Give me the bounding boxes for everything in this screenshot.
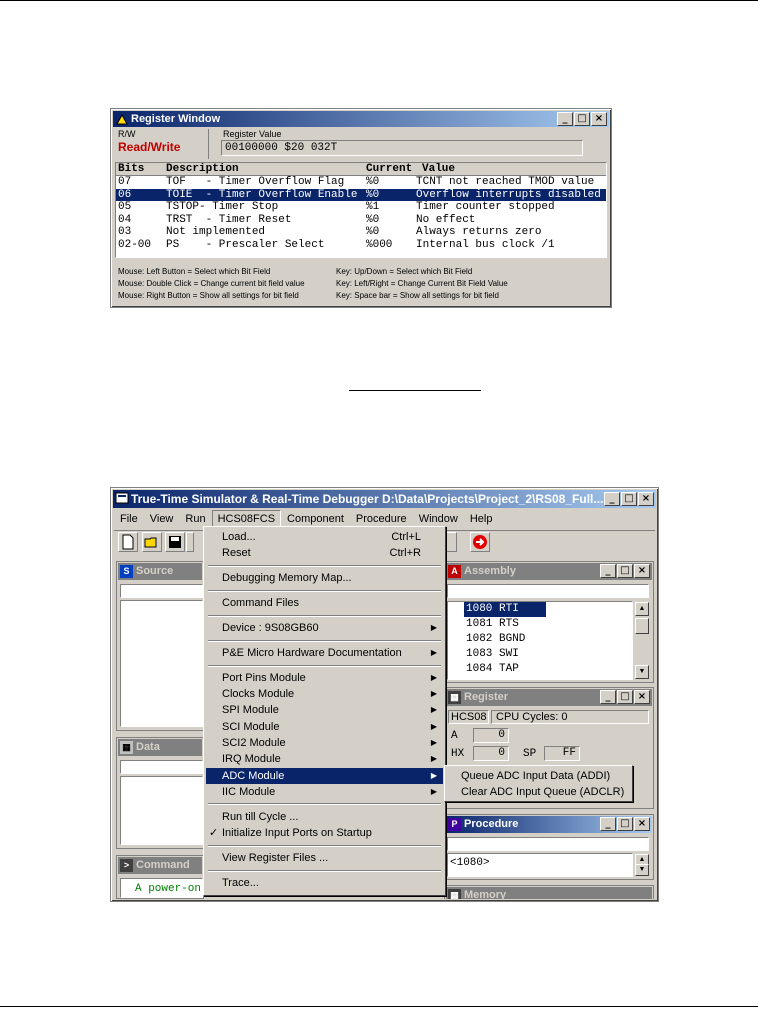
close-button[interactable]: × (638, 492, 654, 506)
menu-item-label: View Register Files ... (222, 852, 329, 864)
bit-row-desc: TOF - Timer Overflow Flag (166, 176, 345, 188)
hcs08fcs-menu (203, 526, 446, 896)
rw-label: R/W (118, 129, 136, 139)
menu-separator (208, 615, 441, 617)
menu-item-run-till-cycle[interactable] (206, 809, 443, 825)
menu-item-port-pins-module[interactable] (206, 670, 443, 686)
bit-row[interactable] (116, 189, 606, 201)
bit-table-header (116, 163, 606, 176)
bit-row-val: No effect (416, 213, 476, 226)
scroll-down-arrow-icon[interactable]: ▼ (635, 864, 649, 876)
submenu-item-clear-adc[interactable]: Clear ADC Input Queue (ADCLR) (461, 786, 625, 798)
menu-file[interactable]: File (120, 513, 138, 525)
submenu-arrow-icon: ▶ (430, 648, 437, 657)
bit-row-cur: %1 (366, 201, 380, 213)
bit-row-desc: TRST - Timer Reset (166, 213, 292, 226)
menu-item-reset[interactable] (206, 545, 443, 561)
source-content[interactable] (120, 600, 203, 727)
menu-separator (208, 565, 441, 567)
memory-icon: ▦ (448, 889, 461, 899)
bit-row-cur: %000 (366, 238, 393, 251)
reg-sp-label: SP (523, 748, 537, 760)
bit-row-val: Internal bus clock /1 (416, 238, 555, 251)
reg-a-label: A (451, 730, 458, 742)
procedure-panel (444, 814, 654, 880)
bit-row-bits: 04 (118, 213, 132, 226)
close-button[interactable]: × (634, 564, 650, 578)
menu-item-load[interactable] (206, 529, 443, 545)
source-status-field (120, 584, 203, 598)
bit-row-bits: 06 (118, 188, 132, 201)
menu-item-label: Run till Cycle ... (222, 811, 299, 823)
assembly-title: Assembly (464, 565, 516, 577)
bit-row-desc: TSTOP- Timer Stop (166, 201, 279, 213)
cpu-label: HCS08 (448, 710, 489, 724)
scroll-up-arrow-icon[interactable]: ▲ (635, 854, 649, 866)
bit-row-val: Always returns zero (416, 226, 542, 238)
bit-row-bits: 05 (118, 201, 132, 213)
menu-item-label: Command Files (222, 597, 300, 609)
header-value: Value (422, 163, 456, 175)
menu-item-device[interactable] (206, 620, 443, 636)
bit-row[interactable] (116, 214, 606, 226)
help-line: Key: Left/Right = Change Current Bit Field Value (336, 279, 508, 288)
menu-item-spi-module[interactable] (206, 702, 443, 718)
bit-row-bits: 03 (118, 226, 132, 238)
bit-row-bits: 07 (118, 176, 132, 188)
menu-item-sci2-module[interactable] (206, 735, 443, 751)
menu-item-irq-module[interactable] (206, 751, 443, 767)
save-icon[interactable] (165, 532, 185, 552)
bit-row[interactable] (116, 239, 606, 251)
menu-item-label: Port Pins Module (222, 672, 306, 684)
menu-item-trace[interactable] (206, 875, 443, 891)
toolbar-icon-partial[interactable] (186, 532, 194, 552)
menu-window[interactable]: Window (418, 513, 458, 525)
procedure-icon: P (448, 818, 461, 831)
debugger-titlebar[interactable] (113, 490, 656, 508)
assembly-listing[interactable] (447, 601, 633, 680)
assembly-status-field (447, 584, 649, 598)
debugger-app-icon (115, 491, 129, 505)
menu-run[interactable]: Run (185, 513, 206, 525)
rw-divider (208, 129, 209, 159)
menu-help[interactable]: Help (469, 513, 493, 525)
menu-item-view-register-files[interactable] (206, 850, 443, 866)
menu-item-label: SCI2 Module (222, 737, 286, 749)
rw-value: Read/Write (118, 140, 181, 154)
header-bits: Bits (118, 163, 145, 175)
minimize-button[interactable]: _ (604, 492, 620, 506)
reg-hx-value[interactable]: 0 (473, 746, 509, 761)
assembly-lines (464, 602, 632, 677)
bit-row-val: TCNT not reached TMOD value (416, 176, 595, 188)
menu-procedure[interactable]: Procedure (355, 513, 407, 525)
cpu-cycles: CPU Cycles: 0 (491, 710, 649, 724)
maximize-button[interactable]: □ (574, 112, 590, 126)
assembly-panel-title[interactable] (446, 563, 652, 580)
menu-item-label: Trace... (222, 877, 259, 889)
menu-view[interactable]: View (149, 513, 174, 525)
menu-separator (208, 665, 441, 667)
bit-row-cur: %0 (366, 213, 380, 226)
register-panel-title[interactable] (446, 689, 652, 706)
menu-item-label: IIC Module (222, 786, 276, 798)
register-window-title: Register Window (131, 113, 221, 125)
register-window (110, 108, 612, 308)
menu-item-label: Reset (222, 547, 251, 559)
debugger-title: True-Time Simulator & Real-Time Debugger D:\Data\Projects\Project_2\RS08_Full... (131, 492, 604, 506)
scroll-up-arrow-icon[interactable]: ▲ (635, 602, 649, 616)
source-panel (116, 561, 204, 731)
menu-separator (208, 870, 441, 872)
menu-item-shortcut: Ctrl+R (389, 547, 421, 559)
command-panel-title[interactable] (118, 857, 202, 874)
help-line: Mouse: Right Button = Show all settings for bit field (118, 291, 299, 300)
command-panel (116, 855, 204, 899)
data-panel-title[interactable] (118, 739, 202, 756)
menu-item-command-files[interactable] (206, 595, 443, 611)
procedure-title: Procedure (464, 818, 519, 830)
menu-separator (208, 640, 441, 642)
help-right (336, 266, 508, 302)
assembly-panel (444, 561, 654, 683)
source-icon: S (120, 565, 133, 578)
submenu-arrow-icon: ▶ (430, 771, 437, 780)
bit-row-cur: %0 (366, 188, 380, 201)
menu-hcs08fcs[interactable]: HCS08FCS (212, 510, 281, 529)
bit-row[interactable] (116, 201, 606, 213)
menu-item-label: IRQ Module (222, 753, 281, 765)
menu-item-init-input-ports[interactable] (206, 825, 443, 841)
adc-submenu (444, 765, 633, 802)
menu-item-label: Load... (222, 531, 256, 543)
menu-component[interactable]: Component (287, 513, 344, 525)
register-window-app-icon (115, 112, 129, 126)
data-title: Data (136, 741, 160, 753)
bit-row-desc: PS - Prescaler Select (166, 238, 325, 251)
procedure-content[interactable]: <1080> (447, 853, 633, 877)
register-icon: ▦ (448, 691, 461, 704)
menu-item-clocks-module[interactable] (206, 686, 443, 702)
procedure-panel-title[interactable] (446, 816, 652, 833)
toolbar-icon-partial[interactable] (445, 532, 457, 552)
data-content[interactable] (120, 776, 203, 845)
memory-panel (444, 885, 654, 899)
source-title: Source (136, 565, 174, 577)
maximize-button[interactable]: □ (617, 690, 633, 704)
header-description: Description (166, 163, 239, 175)
submenu-item-queue-adc[interactable]: Queue ADC Input Data (ADDI) (461, 770, 611, 782)
bit-row-desc: Not implemented (166, 226, 266, 238)
help-line: Mouse: Left Button = Select which Bit Field (118, 267, 271, 276)
command-output[interactable]: A power-on (120, 878, 203, 898)
menu-item-label: SCI Module (222, 721, 280, 733)
help-left (118, 266, 305, 302)
bit-row[interactable] (116, 176, 606, 188)
menu-item-label: Debugging Memory Map... (222, 572, 352, 584)
memory-title: Memory (464, 889, 507, 899)
menu-item-label: ADC Module (222, 770, 285, 782)
submenu-arrow-icon: ▶ (430, 705, 437, 714)
reg-a-value[interactable]: 0 (473, 728, 509, 743)
menu-item-label: P&E Micro Hardware Documentation (222, 647, 402, 659)
scrollbar-thumb[interactable] (635, 618, 649, 634)
submenu-arrow-icon: ▶ (430, 722, 437, 731)
submenu-arrow-icon: ▶ (430, 623, 437, 632)
command-icon: > (120, 859, 133, 872)
page-top-rule (0, 0, 758, 1)
header-current: Current (366, 163, 413, 175)
assembly-line[interactable]: 1081 RTS (466, 618, 519, 630)
maximize-button[interactable]: □ (617, 817, 633, 831)
menu-item-adc-module[interactable] (206, 768, 443, 784)
bit-row-cur: %0 (366, 226, 380, 238)
check-icon: ✓ (209, 827, 219, 839)
step-out-icon[interactable] (470, 532, 490, 552)
menu-item-label: Initialize Input Ports on Startup (222, 827, 372, 839)
submenu-arrow-icon: ▶ (430, 689, 437, 698)
menu-item-iic-module[interactable] (206, 784, 443, 800)
help-line: Mouse: Double Click = Change current bit field value (118, 279, 305, 288)
new-file-icon[interactable] (118, 532, 138, 552)
submenu-arrow-icon: ▶ (430, 738, 437, 747)
minimize-button[interactable]: _ (600, 817, 616, 831)
maximize-button[interactable]: □ (617, 564, 633, 578)
assembly-line[interactable]: 1082 BGND (466, 633, 526, 645)
bit-row[interactable] (116, 226, 606, 238)
close-button[interactable]: × (591, 112, 607, 126)
close-button[interactable]: × (634, 817, 650, 831)
minimize-button[interactable]: _ (600, 564, 616, 578)
register-title: Register (464, 691, 509, 703)
menu-item-label: Clocks Module (222, 688, 295, 700)
procedure-status-field (447, 837, 649, 851)
bit-row-cur: %0 (366, 176, 380, 188)
submenu-arrow-icon: ▶ (430, 787, 437, 796)
data-status-field (120, 760, 203, 774)
menu-item-shortcut: Ctrl+L (391, 531, 421, 543)
minimize-button[interactable]: _ (600, 690, 616, 704)
minimize-button[interactable]: _ (557, 112, 573, 126)
menu-item-debugging-memory-map[interactable] (206, 570, 443, 586)
memory-panel-title[interactable] (446, 887, 652, 899)
maximize-button[interactable]: □ (621, 492, 637, 506)
bit-row-bits: 02-00 (118, 238, 152, 251)
assembly-line[interactable]: 1083 SWI (466, 648, 519, 660)
page-bottom-rule (0, 1006, 758, 1007)
menu-separator (208, 845, 441, 847)
menu-separator (208, 590, 441, 592)
menu-item-pe-micro-docs[interactable] (206, 645, 443, 661)
help-line: Key: Space bar = Show all settings for bit field (336, 291, 499, 300)
menu-item-label: SPI Module (222, 704, 279, 716)
reg-sp-value[interactable]: FF (544, 746, 580, 761)
close-button[interactable]: × (634, 690, 650, 704)
source-panel-title[interactable] (118, 563, 202, 580)
bit-row-val: Overflow interrupts disabled (416, 188, 601, 201)
menu-separator (208, 803, 441, 805)
command-title: Command (136, 859, 190, 871)
assembly-line[interactable]: 1080 RTI (464, 602, 546, 617)
separator-line (349, 390, 481, 391)
menu-item-label: Device : 9S08GB60 (222, 622, 319, 634)
menu-item-sci-module[interactable] (206, 719, 443, 735)
help-line: Key: Up/Down = Select which Bit Field (336, 267, 473, 276)
register-window-titlebar[interactable] (113, 111, 609, 127)
submenu-arrow-icon: ▶ (430, 673, 437, 682)
bit-row-desc: TOIE - Timer Overflow Enable (166, 188, 358, 201)
assembly-line[interactable]: 1084 TAP (466, 663, 519, 675)
register-value-label: Register Value (223, 129, 282, 139)
open-folder-icon[interactable] (142, 532, 162, 552)
reg-hx-label: HX (451, 748, 465, 760)
data-panel (116, 737, 204, 849)
bit-row-val: Timer counter stopped (416, 201, 555, 213)
submenu-arrow-icon: ▶ (430, 754, 437, 763)
data-icon: ▦ (120, 741, 133, 754)
bit-table (115, 162, 607, 258)
scroll-down-arrow-icon[interactable]: ▼ (635, 665, 649, 679)
register-value-field[interactable]: 00100000 $20 032T (221, 140, 583, 156)
assembly-icon: A (448, 565, 461, 578)
